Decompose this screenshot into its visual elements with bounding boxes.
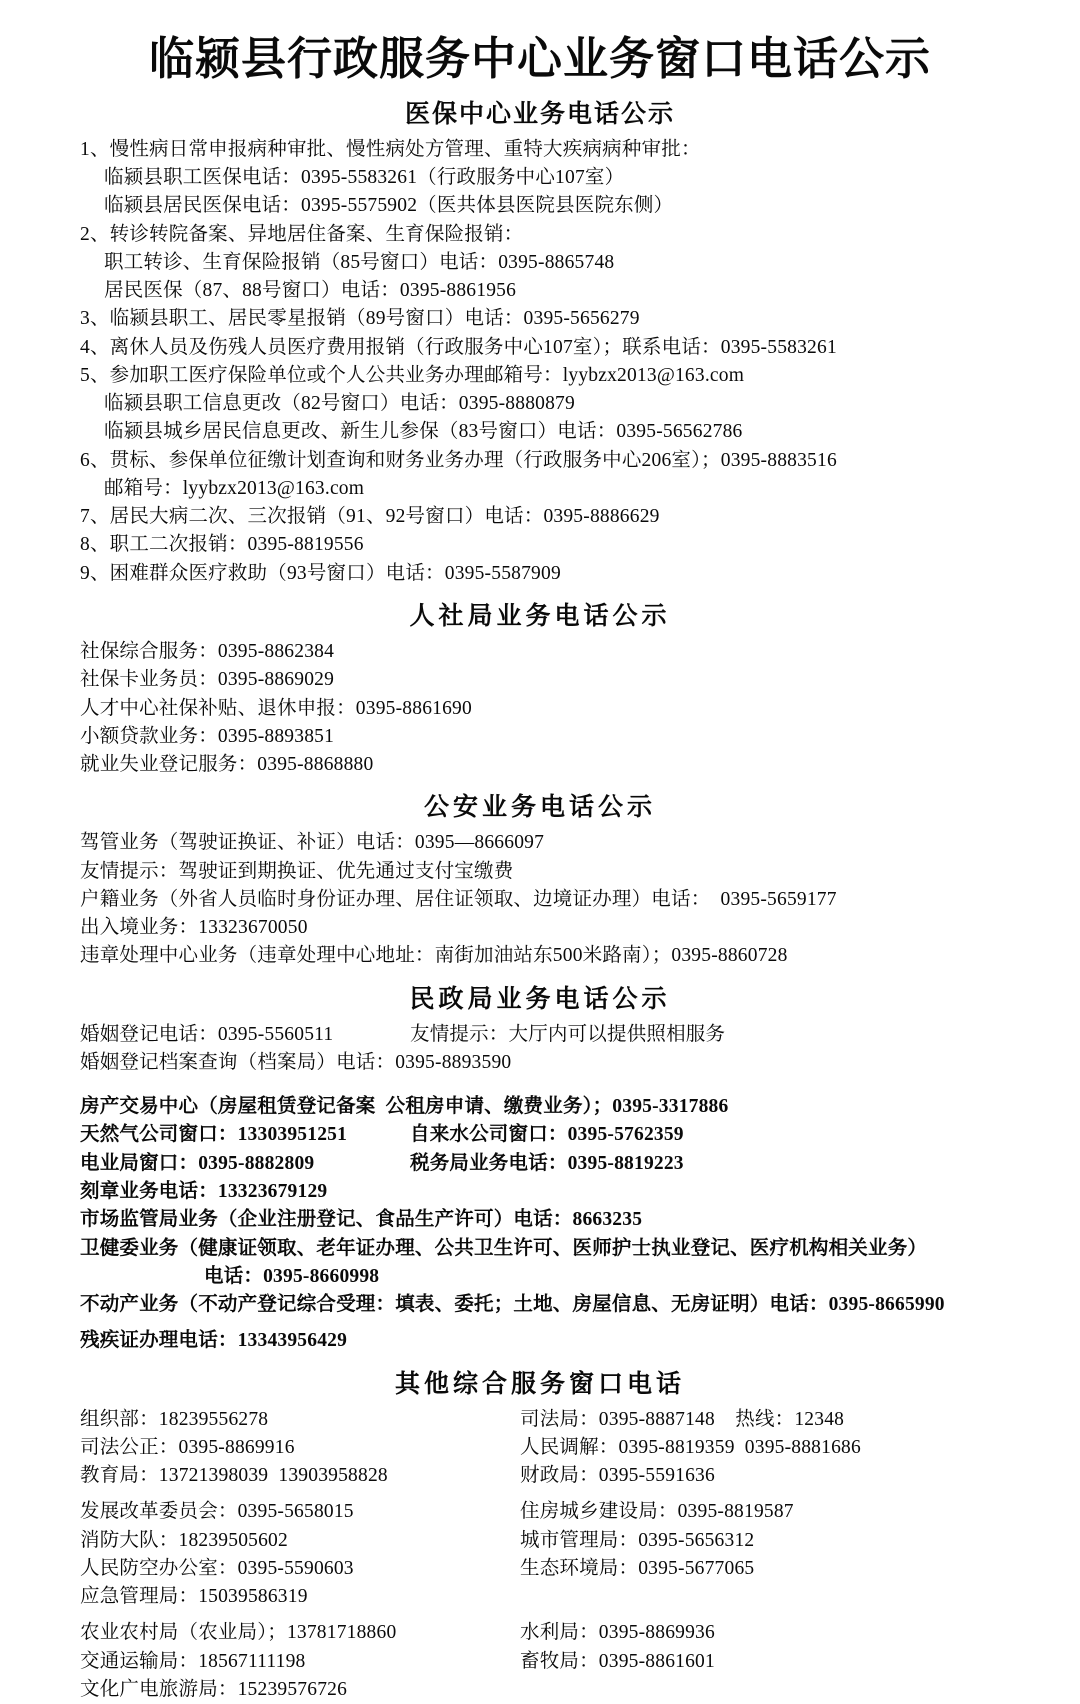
yibao-line: 临颍县职工医保电话：0395-5583261（行政服务中心107室） (104, 167, 625, 189)
minzheng-left: 婚姻登记电话：0395-5560511 (80, 1023, 334, 1045)
misc-line: 刻章业务电话：13323679129 (80, 1180, 328, 1202)
other-left-line: 文化广电旅游局：15239576726 (80, 1678, 348, 1700)
misc-row (28, 1150, 1052, 1178)
other-left-line: 组织部：18239556278 (80, 1408, 269, 1430)
other-right-line: 畜牧局：0395-8861601 (520, 1650, 715, 1672)
yibao-line: 临颍县城乡居民信息更改、新生儿参保（83号窗口）电话：0395-56562786 (104, 421, 743, 443)
misc-row (28, 1121, 1052, 1149)
section-title-renshe: 人社局业务电话公示 (409, 603, 671, 630)
other-left-line: 发展改革委员会：0395-5658015 (80, 1501, 354, 1523)
renshe-line: 就业失业登记服务：0395-8868880 (80, 754, 374, 776)
yibao-line: 临颍县居民医保电话：0395-5575902（医共体县医院县医院东侧） (104, 195, 674, 217)
gongan-line: 友情提示：驾驶证到期换证、优先通过支付宝缴费 (80, 860, 514, 882)
page-title: 临颍县行政服务中心业务窗口电话公示 (148, 34, 931, 84)
renshe-line: 社保卡业务员：0395-8869029 (80, 669, 335, 691)
yibao-line: 8、职工二次报销：0395-8819556 (80, 534, 364, 556)
minzheng-row (28, 1049, 1052, 1077)
misc-line: 残疾证办理电话：13343956429 (80, 1330, 348, 1352)
other-left-line: 教育局：13721398039 13903958828 (80, 1465, 388, 1487)
other-left-line: 交通运输局：18567111198 (80, 1650, 306, 1672)
other-group (28, 1406, 1052, 1491)
yibao-line: 职工转诊、生育保险报销（85号窗口）电话：0395-8865748 (104, 251, 615, 273)
other-left-line: 消防大队：18239505602 (80, 1529, 288, 1551)
misc-right: 税务局业务电话：0395-8819223 (410, 1152, 684, 1174)
misc-line: 卫健委业务（健康证领取、老年证办理、公共卫生许可、医师护士执业登记、医疗机构相关业务） (80, 1237, 928, 1259)
other-right-line: 人民调解：0395-8819359 0395-8881686 (520, 1436, 861, 1458)
misc-left: 电业局窗口：0395-8882809 (80, 1152, 315, 1174)
misc-line: 房产交易中心（房屋租赁登记备案 公租房申请、缴费业务）；0395-3317886 (80, 1096, 729, 1118)
other-left-line: 农业农村局（农业局）；13781718860 (80, 1622, 397, 1644)
other-right-line: 生态环境局：0395-5677065 (520, 1557, 755, 1579)
minzheng-right (410, 1049, 1052, 1077)
other-left-line: 应急管理局：15039586319 (80, 1586, 308, 1608)
minzheng-right: 友情提示：大厅内可以提供照相服务 (410, 1023, 726, 1045)
section-title-minzheng: 民政局业务电话公示 (409, 985, 671, 1013)
yibao-line: 6、贯标、参保单位征缴计划查询和财务业务办理（行政服务中心206室）；0395-8883516 (80, 449, 837, 471)
other-group (28, 1498, 1052, 1611)
other-right-line: 司法局：0395-8887148 热线：12348 (520, 1408, 845, 1430)
section-title-other: 其他综合服务窗口电话 (394, 1370, 685, 1398)
gongan-line: 户籍业务（外省人员临时身份证办理、居住证领取、边境证办理）电话： 0395-5659177 (80, 888, 837, 910)
other-left-line: 人民防空办公室：0395-5590603 (80, 1557, 354, 1579)
misc-line: 电话：0395-8660998 (204, 1265, 380, 1287)
yibao-line: 5、参加职工医疗保险单位或个人公共业务办理邮箱号：lyybzx2013@163.com (80, 364, 745, 386)
yibao-line: 3、临颍县职工、居民零星报销（89号窗口）电话：0395-5656279 (80, 308, 640, 330)
yibao-line: 居民医保（87、88号窗口）电话：0395-8861956 (104, 280, 517, 302)
other-group (28, 1619, 1052, 1704)
misc-line: 不动产业务（不动产登记综合受理：填表、委托；土地、房屋信息、无房证明）电话：0395-8665990 (80, 1294, 945, 1316)
yibao-line: 邮箱号：lyybzx2013@163.com (104, 477, 365, 499)
yibao-line: 临颍县职工信息更改（82号窗口）电话：0395-8880879 (104, 393, 575, 415)
renshe-line: 小额贷款业务：0395-8893851 (80, 725, 335, 747)
misc-line: 市场监管局业务（企业注册登记、食品生产许可）电话：8663235 (80, 1209, 643, 1231)
other-left-line: 司法公正：0395-8869916 (80, 1436, 295, 1458)
section-title-gongan: 公安业务电话公示 (423, 794, 656, 822)
other-right-line: 住房城乡建设局：0395-8819587 (520, 1501, 794, 1523)
renshe-line: 社保综合服务：0395-8862384 (80, 641, 335, 662)
renshe-line: 人才中心社保补贴、退休申报：0395-8861690 (80, 697, 472, 719)
other-right-line: 水利局：0395-8869936 (520, 1622, 715, 1644)
misc-right: 自来水公司窗口：0395-5762359 (410, 1124, 684, 1146)
gongan-line: 出入境业务：13323670050 (80, 917, 308, 939)
yibao-line: 1、慢性病日常申报病种审批、慢性病处方管理、重特大疾病病种审批： (80, 138, 701, 160)
minzheng-row (28, 1021, 1052, 1049)
yibao-line: 2、转诊转院备案、异地居住备案、生育保险报销： (80, 223, 524, 245)
yibao-line: 7、居民大病二次、三次报销（91、92号窗口）电话：0395-8886629 (80, 506, 660, 528)
yibao-line: 9、困难群众医疗救助（93号窗口）电话：0395-5587909 (80, 562, 561, 584)
gongan-line: 违章处理中心业务（违章处理中心地址：南街加油站东500米路南）；0395-8860728 (80, 945, 788, 967)
section-title-yibao: 医保中心业务电话公示 (404, 100, 675, 128)
misc-left: 天然气公司窗口：13303951251 (80, 1124, 348, 1146)
gongan-line: 驾管业务（驾驶证换证、补证）电话：0395—8666097 (80, 832, 545, 854)
minzheng-left: 婚姻登记档案查询（档案局）电话：0395-8893590 (80, 1051, 512, 1073)
other-right-line: 财政局：0395-5591636 (520, 1465, 715, 1487)
yibao-line: 4、离休人员及伤残人员医疗费用报销（行政服务中心107室）；联系电话：0395-5583261 (80, 336, 837, 358)
other-right-line: 城市管理局：0395-5656312 (520, 1529, 755, 1551)
